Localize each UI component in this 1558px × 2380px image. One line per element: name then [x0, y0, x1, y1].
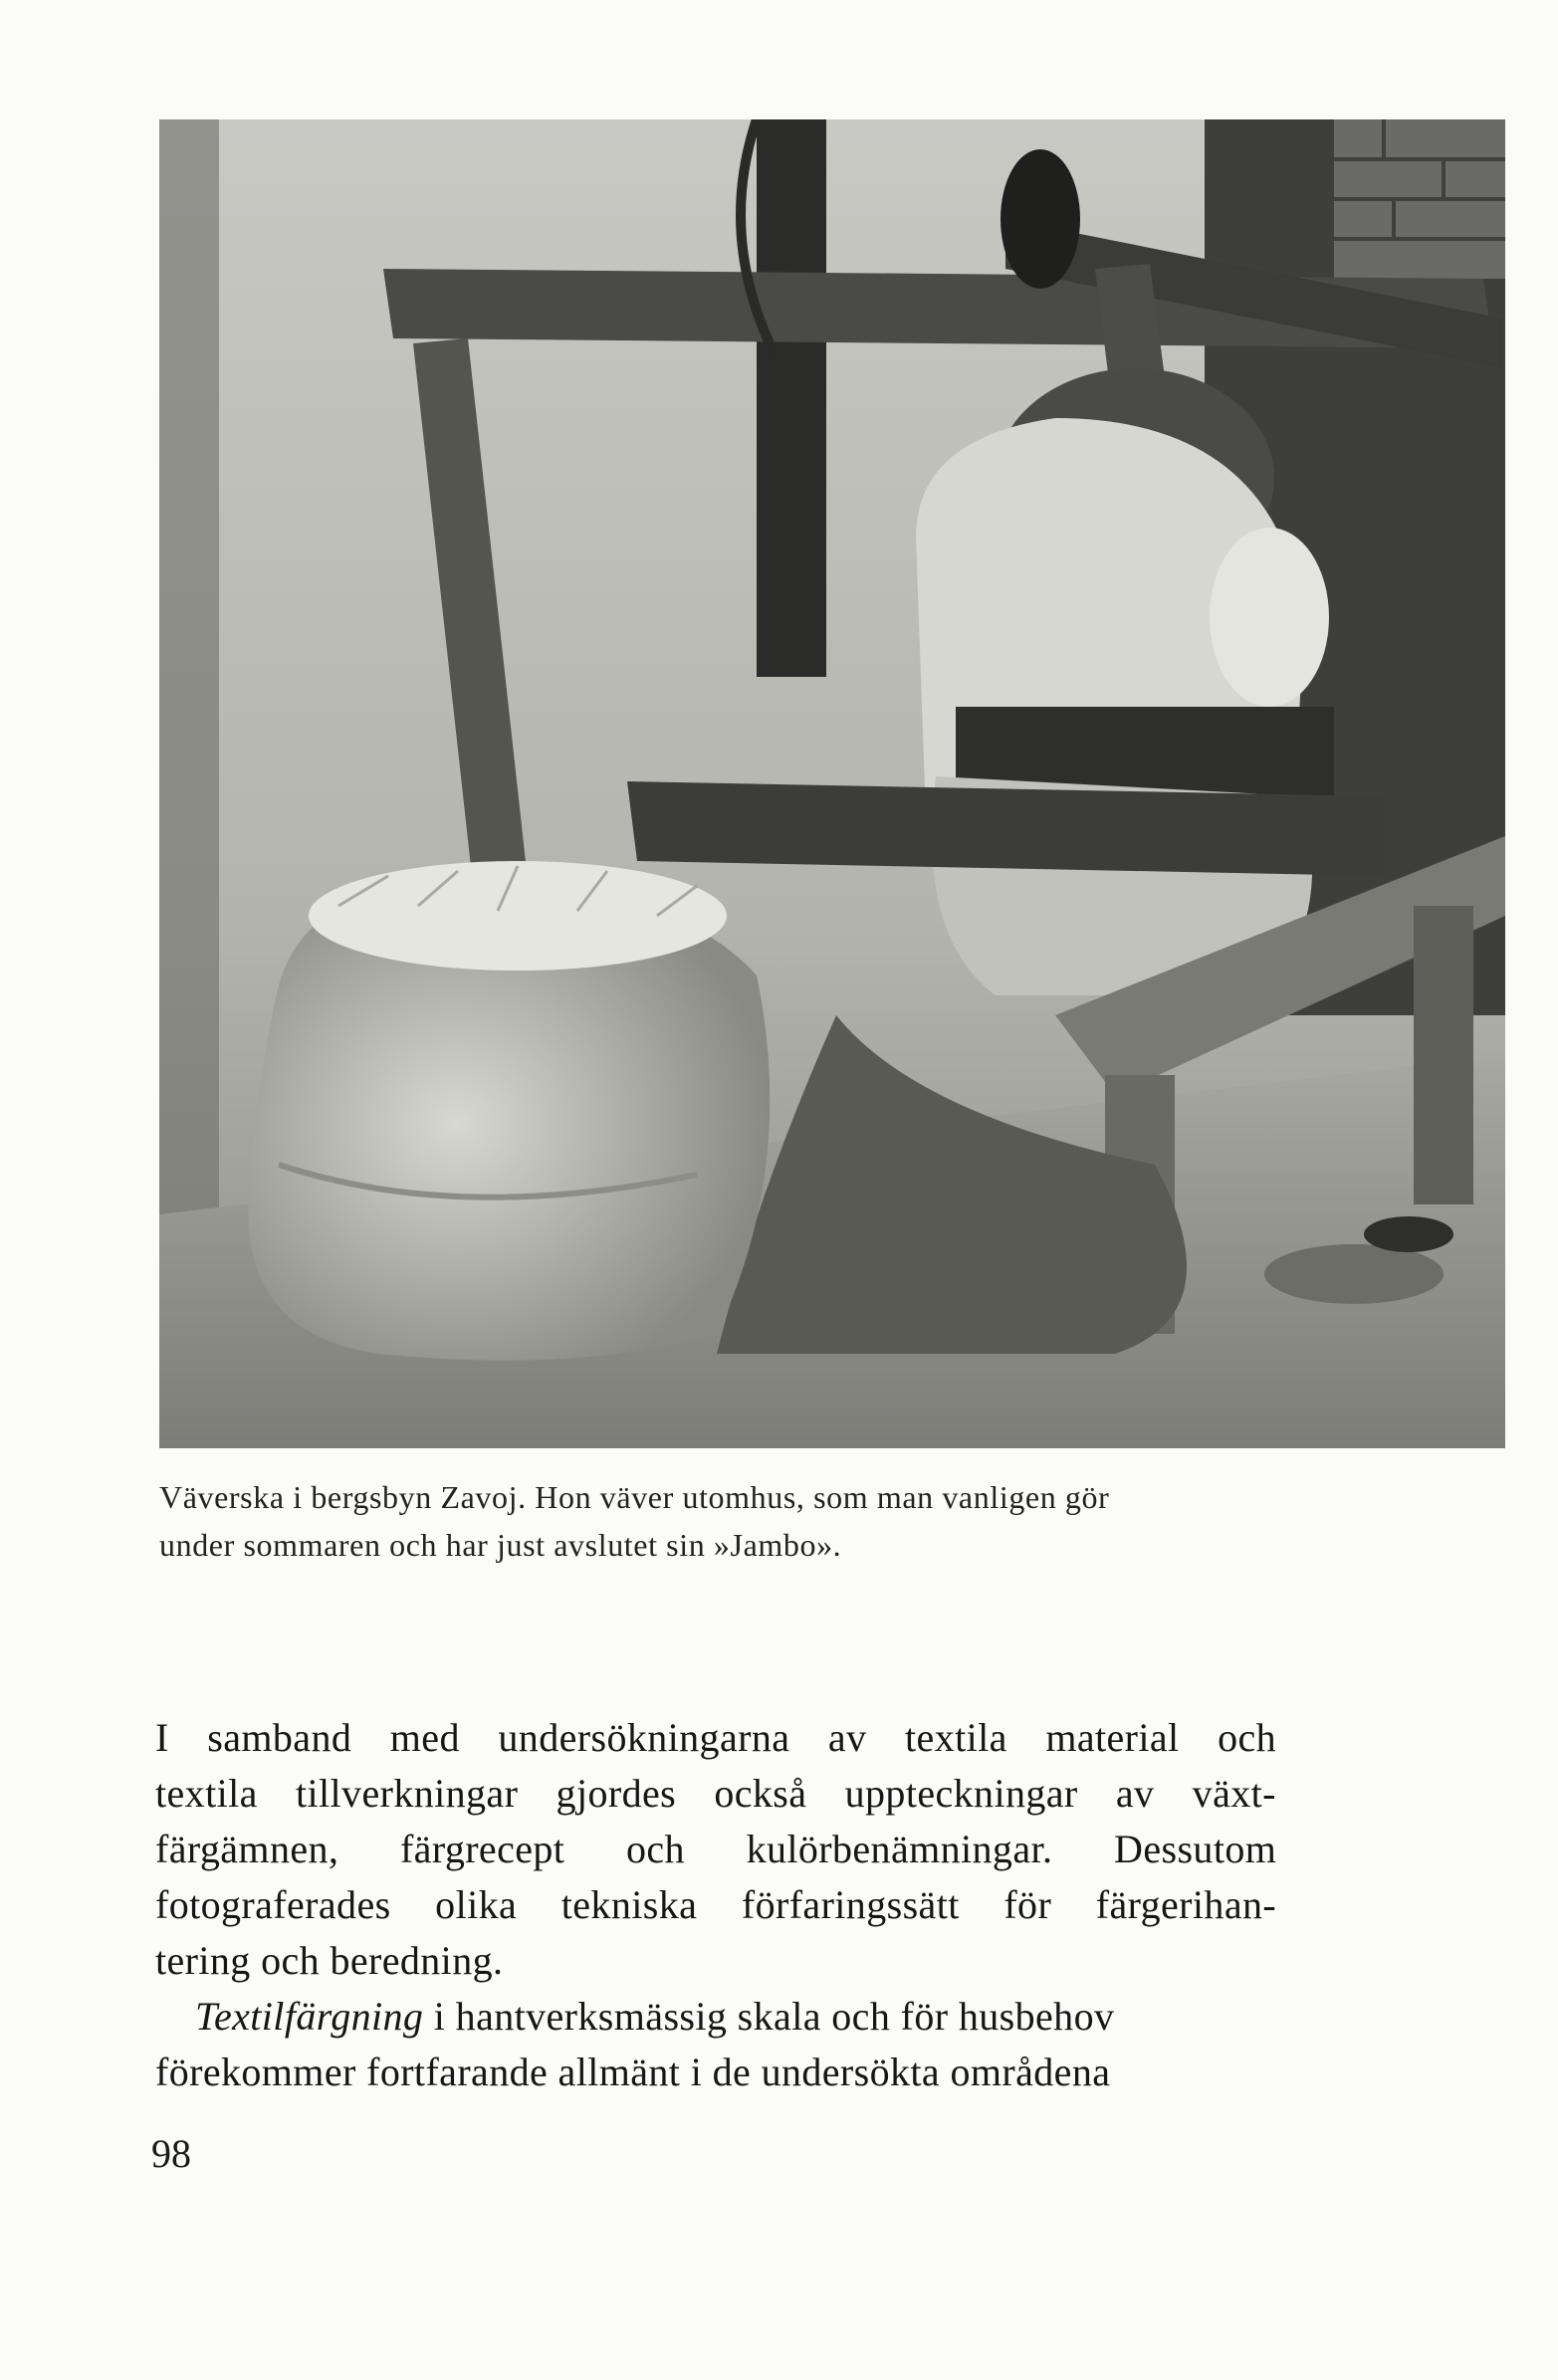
caption-line-1: Väverska i bergsbyn Zavoj. Hon väver utomhus, som man vanligen gör: [159, 1479, 1110, 1515]
body-line: [155, 1822, 1276, 1877]
body-line: [155, 2045, 1276, 2100]
body-line: [155, 1710, 1276, 1766]
page-number: 98: [151, 2131, 191, 2176]
body-line-3: färgämnen, färgrecept och kulörbenämningar. Dessutom: [155, 1827, 1277, 1871]
body-line-2: textila tillverkningar gjordes också uppteckningar av växt-: [155, 1771, 1276, 1816]
body-line: [155, 1877, 1276, 1933]
body-line-6-rest: i hantverksmässig skala och för husbehov: [433, 1994, 1115, 2039]
italic-term: Textilfärgning: [195, 1994, 424, 2039]
body-text: [155, 1710, 1276, 2100]
body-line: [155, 1989, 1276, 2045]
weaver-photograph: [159, 119, 1505, 1448]
caption-line-2: under sommaren och har just avslutet sin »Jambo».: [159, 1527, 842, 1563]
body-line-5: tering och beredning.: [155, 1938, 504, 1983]
body-line-4: fotograferades olika tekniska förfaringssätt för färgerihan-: [155, 1882, 1277, 1927]
photo-caption: [159, 1473, 1505, 1569]
body-line-7: förekommer fortfarande allmänt i de undersökta områdena: [155, 2050, 1111, 2094]
body-line-1: I samband med undersökningarna av textila material och: [155, 1715, 1277, 1760]
body-line: [155, 1933, 1276, 1989]
body-line: [155, 1766, 1276, 1822]
weaver-loom-image: [159, 119, 1505, 1448]
